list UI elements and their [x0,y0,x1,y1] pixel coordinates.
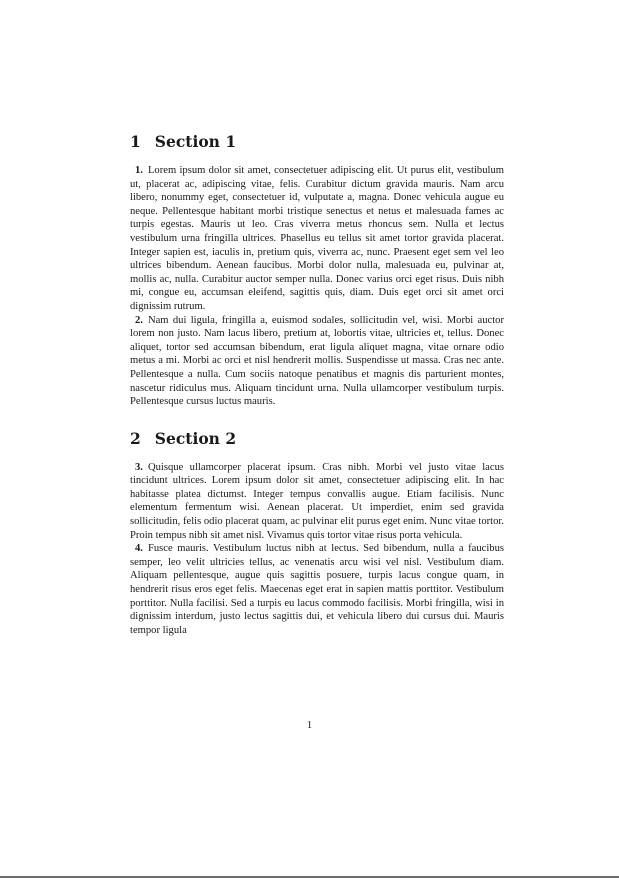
section-2 [130,427,504,638]
page-number: 1 [306,720,313,731]
paragraph-3 [130,461,504,543]
section-number: 2 [130,428,141,448]
page-bottom-edge [0,876,619,878]
paragraph-text: Nam dui ligula, fringilla a, euismod sodales, sollicitudin vel, wisi. Morbi auctor lorem non justo. Nam lacus libero, pretium at, lobortis vitae, ultricies et, tellus. Donec aliquet, tortor sed accumsan bibendum, erat ligula aliquet magna, vitae ornare odio metus a mi. Morbi ac orci et nisl hendrerit mollis. Suspendisse ut massa. Cras nec ante. Pellentesque a nulla. Cum sociis natoque penatibus et magnis dis parturient montes, nascetur ridiculus mus. Aliquam tincidunt urna. Nulla ullamcorper vestibulum turpis. Pellentesque cursus luctus mauris. [130,314,504,408]
section-heading [130,427,504,451]
paragraph-text: Quisque ullamcorper placerat ipsum. Cras nibh. Morbi vel justo vitae lacus tincidunt ultrices. Lorem ipsum dolor sit amet, consectetuer adipiscing elit. In hac habitasse platea dictumst. Integer tempus convallis augue. Etiam facilisis. Nunc elementum fermentum wisi. Aenean placerat. Ut imperdiet, enim sed gravida sollicitudin, felis odio placerat quam, ac pulvinar elit purus eget enim. Nunc vitae tortor. Proin tempus nibh sit amet nisl. Vivamus quis tortor vitae risus porta vehicula. [130,461,504,541]
section-number: 1 [130,132,141,151]
section-title: Section 2 [154,428,237,448]
paragraph-number: 2. [135,314,143,326]
paragraph-4 [130,542,504,637]
paragraph-number: 1. [135,165,143,176]
paragraph-number: 3. [135,461,143,473]
paragraph-text: Lorem ipsum dolor sit amet, consectetuer adipiscing elit. Ut purus elit, vestibulum ut, placerat ac, adipiscing vitae, felis. Curabitur dictum gravida mauris. Nam arcu libero, nonummy eget, consectetuer id, vulputate a, magna. Donec vehicula augue eu neque. Pellentesque habitant morbi tristique senectus et netus et malesuada fames ac turpis egestas. Mauris ut leo. Cras viverra metus rhoncus sem. Nulla et lectus vestibulum urna fringilla ultrices. Phasellus eu tellus sit amet tortor gravida placerat. Integer sapien est, iaculis in, pretium quis, viverra ac, nunc. Praesent eget sem vel leo ultrices bibendum. Aenean faucibus. Morbi dolor nulla, malesuada eu, pulvinar at, mollis ac, nulla. Curabitur auctor semper nulla. Donec varius orci eget risus. Duis nibh mi, congue eu, accumsan eleifend, sagittis quis, diam. Duis eget orci sit amet orci dignissim rutrum. [130,165,504,312]
paragraph-2 [130,314,504,409]
section-title: Section 1 [154,132,237,151]
paragraph-number: 4. [135,543,143,555]
document-body [130,130,504,637]
paragraph-text: Fusce mauris. Vestibulum luctus nibh at lectus. Sed bibendum, nulla a faucibus semper, leo velit ultricies tellus, ac venenatis arcu wisi vel nisl. Vestibulum diam. Aliquam pellentesque, augue quis sagittis posuere, turpis lacus congue quam, in hendrerit risus eros eget felis. Maecenas eget erat in sapien mattis porttitor. Vestibulum porttitor. Nulla facilisi. Sed a turpis eu lacus commodo facilisis. Morbi fringilla, wisi in dignissim interdum, justo lectus sagittis dui, et vehicula libero dui cursus dui. Mauris tempor ligula [130,543,504,636]
paragraph-1 [130,164,504,314]
section-1 [130,130,504,409]
section-heading [130,130,504,154]
